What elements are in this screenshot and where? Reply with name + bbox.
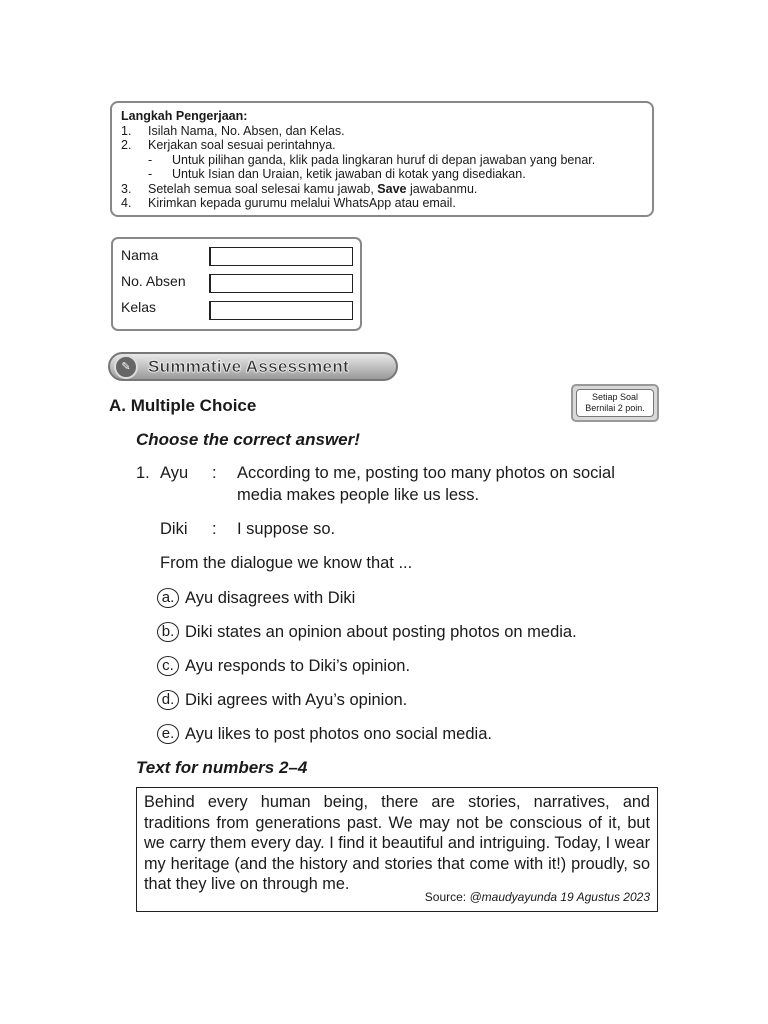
section-heading: A. Multiple Choice: [109, 396, 257, 415]
speaker-ayu: Ayu: [160, 464, 189, 482]
step-text: Kerjakan soal sesuai perintahnya.: [148, 138, 336, 152]
option-e[interactable]: [157, 724, 492, 744]
step-text: Isilah Nama, No. Absen, dan Kelas.: [148, 123, 345, 138]
banner-title: Summative Assessment: [148, 356, 349, 376]
bullet: -: [148, 152, 153, 167]
option-circle[interactable]: d.: [157, 690, 179, 710]
source-value: @maudyayunda 19 Agustus 2023: [469, 889, 650, 904]
substep-2: [121, 167, 652, 182]
reading-passage: [136, 787, 658, 912]
step-text: Setelah semua soal selesai kamu jawab,: [148, 181, 378, 196]
option-a[interactable]: [157, 588, 355, 608]
step-text: jawabanmu.: [406, 181, 478, 196]
substep-1: [121, 153, 652, 168]
instructions-box: [110, 101, 654, 217]
option-text: Ayu responds to Diki’s opinion.: [185, 656, 411, 675]
nama-label: Nama: [121, 247, 159, 263]
step-1: [121, 124, 652, 139]
step-number: 3.: [121, 181, 132, 196]
instruction-text: Choose the correct answer!: [136, 430, 360, 449]
absen-label: No. Absen: [121, 273, 186, 289]
step-number: 1.: [121, 123, 132, 138]
option-circle[interactable]: b.: [157, 622, 179, 642]
nama-input[interactable]: [209, 247, 353, 266]
option-b[interactable]: [157, 622, 577, 642]
option-text: Ayu disagrees with Diki: [185, 588, 356, 607]
option-d[interactable]: [157, 690, 407, 710]
dialogue-line: I suppose so.: [237, 520, 336, 538]
option-text: Diki states an opinion about posting photos on media.: [185, 622, 577, 641]
question-prompt: From the dialogue we know that ...: [160, 554, 413, 572]
dialogue-line: media makes people like us less.: [237, 486, 480, 504]
substep-text: Untuk pilihan ganda, klik pada lingkaran huruf di depan jawaban yang benar.: [172, 152, 596, 167]
step-text: Kirimkan kepada gurumu melalui WhatsApp atau email.: [148, 196, 456, 210]
step-3: [121, 182, 652, 197]
option-circle[interactable]: e.: [157, 724, 179, 744]
clipboard-icon: ✎: [114, 355, 138, 379]
option-circle[interactable]: a.: [157, 588, 179, 608]
step-number: 2.: [121, 138, 132, 152]
identity-box: [111, 237, 362, 331]
passage-text: Behind every human being, there are stories, narratives, and traditions from generations past. We may not be conscious of it, but we carry them every day. I find it beautiful and intriguing. Today, I wear my heritage (and the history and stories that come with it!) proudly, so that they live on through me.: [144, 793, 650, 893]
badge-line: Bernilai 2 poin.: [585, 403, 645, 413]
colon: :: [212, 520, 217, 538]
option-c[interactable]: [157, 656, 410, 676]
speaker-diki: Diki: [160, 520, 188, 538]
question-number: 1.: [136, 464, 150, 482]
step-number: 4.: [121, 196, 132, 210]
absen-input[interactable]: [209, 274, 353, 293]
bullet: -: [148, 167, 153, 181]
kelas-input[interactable]: [209, 301, 353, 320]
colon: :: [212, 464, 217, 482]
option-text: Ayu likes to post photos ono social media.: [185, 724, 492, 743]
badge-line: Setiap Soal: [591, 392, 639, 402]
instructions-title: Langkah Pengerjaan:: [121, 109, 248, 123]
summative-banner: [108, 352, 398, 381]
substep-text: Untuk Isian dan Uraian, ketik jawaban di kotak yang disediakan.: [172, 167, 526, 181]
source-label: Source:: [424, 889, 470, 904]
kelas-label: Kelas: [121, 299, 157, 315]
points-badge: [571, 384, 659, 422]
option-circle[interactable]: c.: [157, 656, 179, 676]
option-text: Diki agrees with Ayu’s opinion.: [185, 690, 408, 709]
step-4: [121, 196, 652, 211]
dialogue-line: According to me, posting too many photos on social: [237, 464, 615, 482]
step-2: [121, 138, 652, 153]
text-heading: Text for numbers 2–4: [136, 758, 308, 777]
source: [425, 887, 650, 908]
step-bold: Save: [377, 181, 407, 196]
